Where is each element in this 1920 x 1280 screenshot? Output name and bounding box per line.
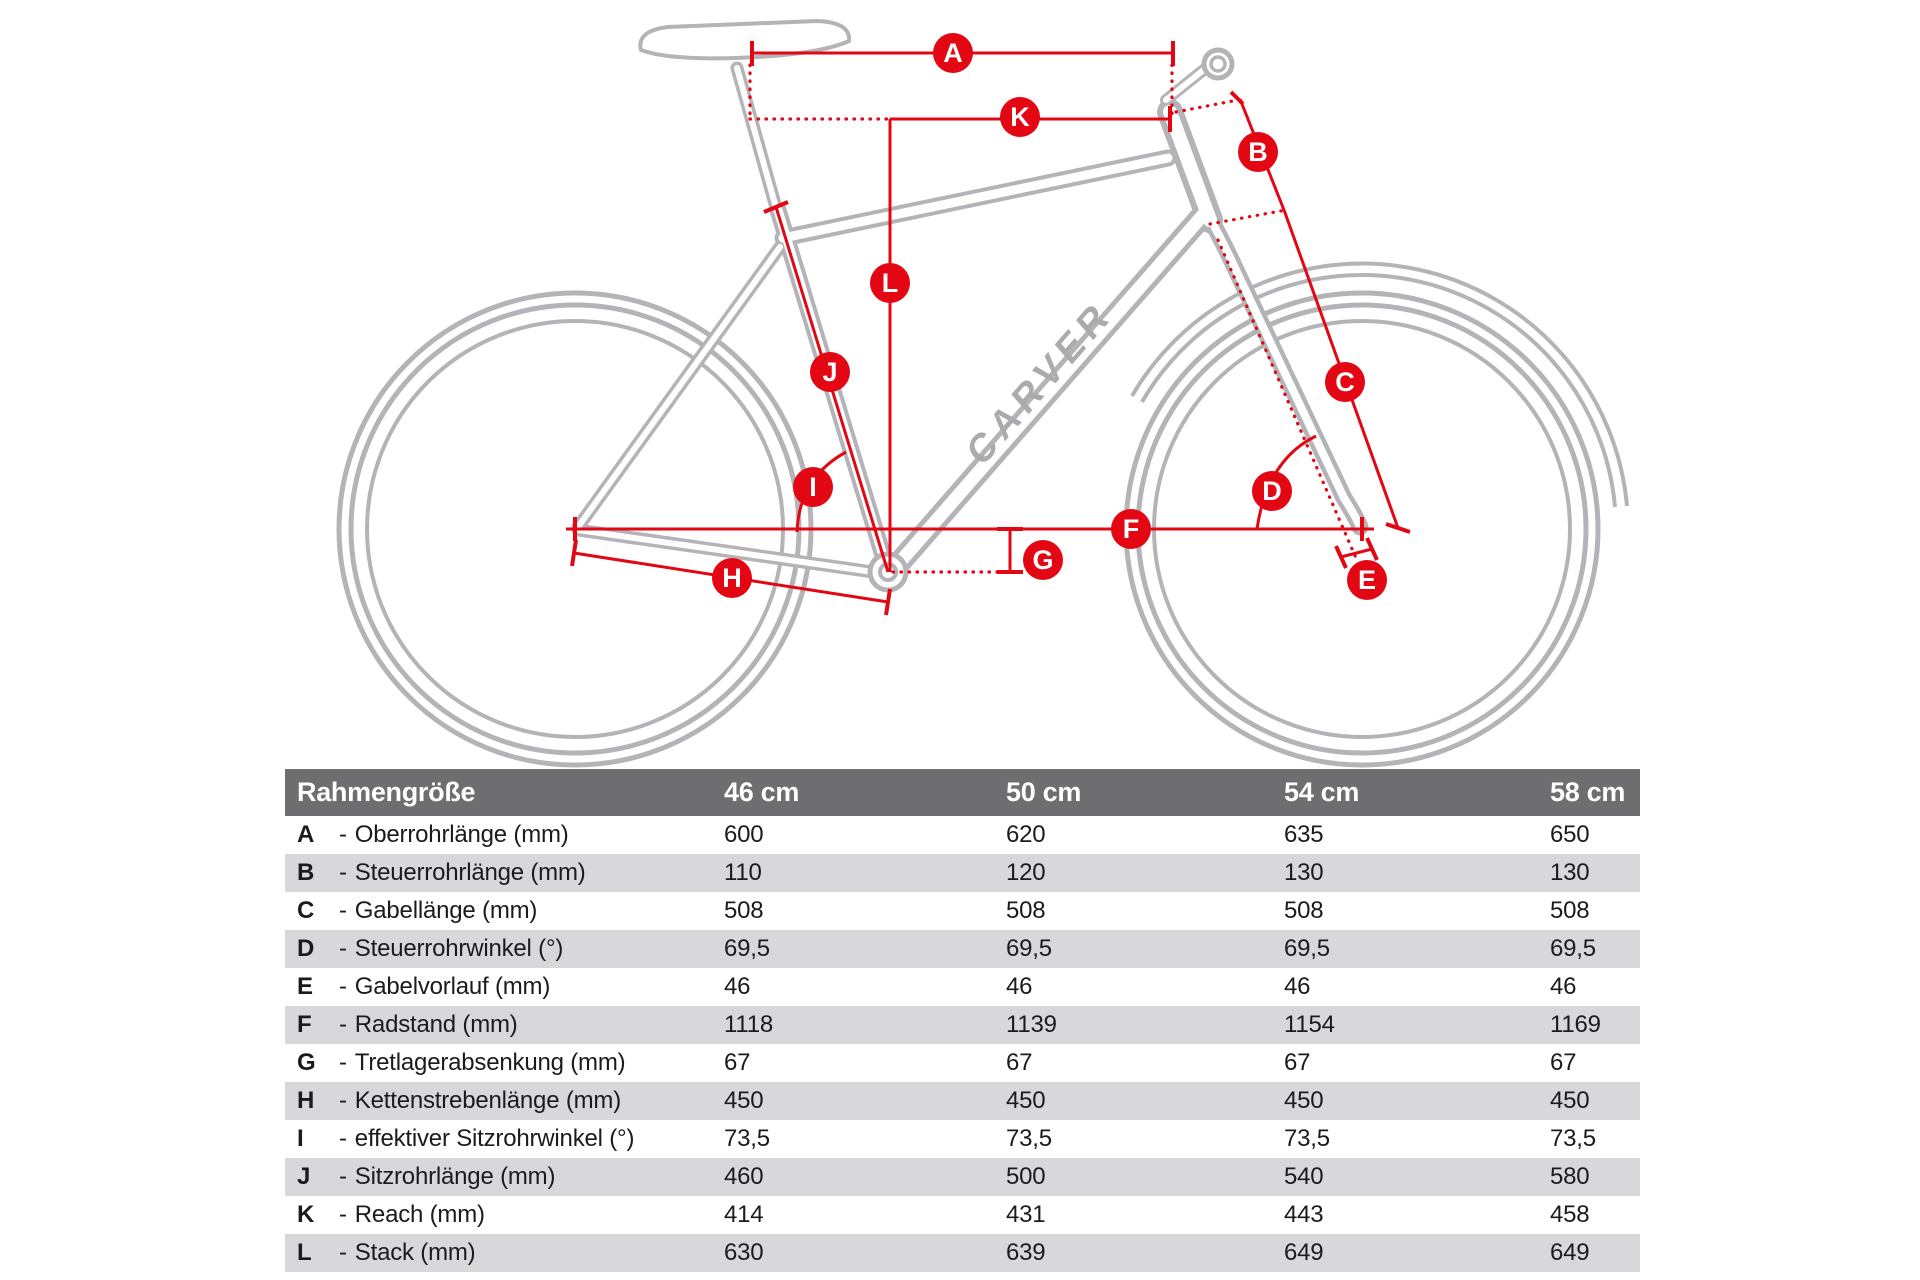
measure-label-letter: H — [722, 563, 742, 593]
measure-label-letter: B — [1248, 137, 1268, 167]
row-value: 460 — [724, 1163, 764, 1190]
row-separator: - — [339, 1201, 347, 1228]
measure-label-letter: D — [1262, 476, 1282, 506]
handlebar — [1204, 50, 1232, 78]
row-value: 73,5 — [1006, 1125, 1052, 1152]
row-separator: - — [339, 1049, 347, 1076]
row-value: 443 — [1284, 1201, 1324, 1228]
row-separator: - — [339, 859, 347, 886]
measure-label-letter: F — [1122, 514, 1140, 544]
measure-label-letter: I — [809, 472, 817, 502]
row-label: Kettenstrebenlänge (mm) — [354, 1087, 621, 1114]
table-row — [285, 854, 1640, 892]
row-separator: - — [339, 1125, 347, 1152]
row-value: 580 — [1550, 1163, 1590, 1190]
front-fender — [1132, 264, 1627, 507]
row-value: 414 — [724, 1201, 764, 1228]
row-value: 649 — [1284, 1239, 1324, 1266]
measure-label-letter: A — [943, 38, 963, 68]
row-label: effektiver Sitzrohrwinkel (°) — [354, 1125, 635, 1152]
table-row — [285, 1006, 1640, 1044]
row-letter: G — [297, 1049, 316, 1076]
measure-label-letter: L — [881, 268, 899, 298]
row-letter: F — [297, 1011, 312, 1038]
measure-label-b — [1238, 132, 1278, 172]
row-letter: B — [297, 859, 315, 886]
row-separator: - — [339, 897, 347, 924]
table-header-row — [285, 769, 1640, 816]
row-value: 600 — [724, 821, 764, 848]
measure-label-c — [1325, 362, 1365, 402]
row-value: 130 — [1550, 859, 1590, 886]
row-value: 67 — [1284, 1049, 1311, 1076]
row-value: 508 — [1006, 897, 1046, 924]
row-value: 46 — [724, 973, 751, 1000]
row-separator: - — [339, 821, 347, 848]
measure-lines — [566, 41, 1410, 615]
row-separator: - — [339, 1163, 347, 1190]
measure-label-k — [1000, 97, 1040, 137]
measure-label-letter: J — [822, 357, 838, 387]
row-value: 639 — [1006, 1239, 1046, 1266]
row-value: 540 — [1284, 1163, 1324, 1190]
measure-label-l — [870, 263, 910, 303]
row-letter: I — [297, 1125, 304, 1152]
row-value: 69,5 — [1284, 935, 1330, 962]
row-value: 67 — [724, 1049, 751, 1076]
row-label: Oberrohrlänge (mm) — [354, 821, 569, 848]
row-value: 46 — [1284, 973, 1311, 1000]
table-row — [285, 816, 1640, 854]
row-value: 649 — [1550, 1239, 1590, 1266]
geometry-table-body — [285, 816, 1640, 1272]
row-letter: K — [297, 1201, 315, 1228]
measure-label-letter: K — [1010, 102, 1030, 132]
table-row — [285, 968, 1640, 1006]
row-value: 73,5 — [1550, 1125, 1596, 1152]
row-value: 508 — [1284, 897, 1324, 924]
row-letter: C — [297, 897, 315, 924]
row-letter: H — [297, 1087, 315, 1114]
row-separator: - — [339, 973, 347, 1000]
row-label: Steuerrohrlänge (mm) — [354, 859, 586, 886]
row-value: 73,5 — [724, 1125, 770, 1152]
header-size-58: 58 cm — [1540, 769, 1640, 816]
row-label: Sitzrohrlänge (mm) — [354, 1163, 556, 1190]
row-value: 500 — [1006, 1163, 1046, 1190]
row-value: 120 — [1006, 859, 1046, 886]
table-row — [285, 1196, 1640, 1234]
row-value: 450 — [1550, 1087, 1590, 1114]
row-letter: E — [297, 973, 313, 1000]
row-label: Gabelvorlauf (mm) — [354, 973, 551, 1000]
row-value: 73,5 — [1284, 1125, 1330, 1152]
table-row — [285, 1120, 1640, 1158]
row-value: 508 — [1550, 897, 1590, 924]
row-value: 1118 — [724, 1011, 774, 1038]
geometry-table — [285, 769, 1640, 1272]
row-value: 650 — [1550, 821, 1590, 848]
row-value: 450 — [1006, 1087, 1046, 1114]
measure-label-a — [933, 33, 973, 73]
row-value: 67 — [1006, 1049, 1033, 1076]
header-size-46: 46 cm — [714, 769, 996, 816]
row-letter: J — [297, 1163, 311, 1190]
measure-label-j — [810, 352, 850, 392]
measure-label-letter: E — [1357, 565, 1377, 595]
table-row — [285, 1082, 1640, 1120]
row-label: Reach (mm) — [354, 1201, 485, 1228]
row-value: 458 — [1550, 1201, 1590, 1228]
brand-logo: CARVER — [959, 290, 1121, 475]
row-value: 69,5 — [1550, 935, 1596, 962]
row-value: 630 — [724, 1239, 764, 1266]
row-value: 1139 — [1006, 1011, 1057, 1038]
table-row — [285, 1158, 1640, 1196]
measure-label-letter: G — [1032, 545, 1054, 575]
row-value: 1169 — [1550, 1011, 1601, 1038]
row-label: Steuerrohrwinkel (°) — [354, 935, 564, 962]
row-separator: - — [339, 1239, 347, 1266]
row-label: Gabellänge (mm) — [354, 897, 538, 924]
row-label: Radstand (mm) — [354, 1011, 518, 1038]
row-separator: - — [339, 1087, 347, 1114]
row-value: 130 — [1284, 859, 1324, 886]
row-value: 431 — [1006, 1201, 1046, 1228]
row-value: 69,5 — [1006, 935, 1052, 962]
row-value: 46 — [1550, 973, 1577, 1000]
geometry-table-section — [285, 769, 1640, 1272]
row-value: 620 — [1006, 821, 1046, 848]
row-value: 450 — [1284, 1087, 1324, 1114]
row-letter: A — [297, 821, 315, 848]
measure-label-f — [1111, 509, 1151, 549]
measure-label-h — [712, 558, 752, 598]
table-row — [285, 892, 1640, 930]
row-value: 46 — [1006, 973, 1033, 1000]
row-value: 635 — [1284, 821, 1324, 848]
row-value: 110 — [724, 859, 762, 886]
row-label: Tretlagerabsenkung (mm) — [354, 1049, 626, 1076]
row-letter: L — [297, 1239, 312, 1266]
header-size-54: 54 cm — [1274, 769, 1540, 816]
row-letter: D — [297, 935, 315, 962]
measure-label-g — [1023, 540, 1063, 580]
measure-label-d — [1252, 471, 1292, 511]
table-row — [285, 1044, 1640, 1082]
row-value: 69,5 — [724, 935, 770, 962]
row-separator: - — [339, 935, 347, 962]
table-row — [285, 930, 1640, 968]
row-label: Stack (mm) — [354, 1239, 476, 1266]
row-value: 67 — [1550, 1049, 1577, 1076]
row-value: 1154 — [1284, 1011, 1335, 1038]
header-size-50: 50 cm — [996, 769, 1274, 816]
row-separator: - — [339, 1011, 347, 1038]
measure-label-i — [793, 467, 833, 507]
header-frame-size: Rahmengröße — [285, 769, 714, 816]
table-row — [285, 1234, 1640, 1272]
measure-label-e — [1347, 560, 1387, 600]
row-value: 450 — [724, 1087, 764, 1114]
row-value: 508 — [724, 897, 764, 924]
measure-label-letter: C — [1335, 367, 1355, 397]
